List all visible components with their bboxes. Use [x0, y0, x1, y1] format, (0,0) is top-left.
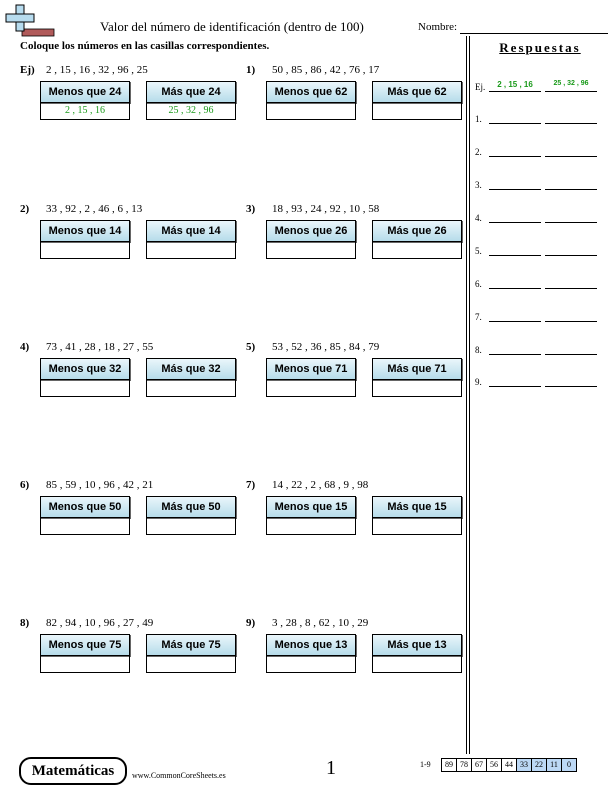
- problem-label: 2): [20, 203, 30, 215]
- more-than-header: Más que 32: [146, 358, 236, 380]
- problem-label: 6): [20, 479, 30, 491]
- answer-less-field[interactable]: [489, 375, 541, 387]
- score-cell: 89: [441, 758, 457, 772]
- problem-label: 7): [246, 479, 256, 491]
- number-list: 85 , 59 , 10 , 96 , 42 , 21: [46, 479, 154, 491]
- answer-row[interactable]: [475, 178, 605, 192]
- problem-label: Ej): [20, 64, 35, 76]
- less-than-answer-field[interactable]: [266, 379, 356, 397]
- score-table: [441, 758, 577, 770]
- number-list: 14 , 22 , 2 , 68 , 9 , 98: [272, 479, 369, 491]
- problem-label: 8): [20, 617, 30, 629]
- answer-row[interactable]: [475, 244, 605, 258]
- less-than-answer-field[interactable]: [40, 241, 130, 259]
- problem-label: 5): [246, 341, 256, 353]
- more-than-answer-field[interactable]: [372, 102, 462, 120]
- problem-label: 3): [246, 203, 256, 215]
- less-than-answer-field[interactable]: [266, 102, 356, 120]
- number-list: 53 , 52 , 36 , 85 , 84 , 79: [272, 341, 380, 353]
- answer-row[interactable]: [475, 375, 605, 389]
- more-than-header: Más que 13: [372, 634, 462, 656]
- less-than-header: Menos que 71: [266, 358, 356, 380]
- less-than-header: Menos que 13: [266, 634, 356, 656]
- more-than-header: Más que 14: [146, 220, 236, 242]
- score-cell: 22: [532, 758, 547, 772]
- answer-label: 8.: [475, 345, 482, 355]
- answer-less-field[interactable]: [489, 310, 541, 322]
- answer-label: Ej.: [475, 82, 486, 92]
- less-than-header: Menos que 75: [40, 634, 130, 656]
- more-than-answer-field[interactable]: [146, 241, 236, 259]
- answer-more-field[interactable]: [545, 178, 597, 190]
- problem-label: 1): [246, 64, 256, 76]
- answer-more-field[interactable]: [545, 310, 597, 322]
- answer-less-field[interactable]: [489, 343, 541, 355]
- score-cell: 78: [457, 758, 472, 772]
- divider: [466, 36, 467, 754]
- problem-label: 4): [20, 341, 30, 353]
- more-than-header: Más que 26: [372, 220, 462, 242]
- problem-label: 9): [246, 617, 256, 629]
- problem: [246, 617, 456, 697]
- answer-row[interactable]: [475, 112, 605, 126]
- problem: [246, 479, 456, 559]
- problem: [20, 479, 230, 559]
- answer-row[interactable]: [475, 310, 605, 324]
- problem: [20, 617, 230, 697]
- more-than-answer-field[interactable]: [372, 655, 462, 673]
- answer-less-field[interactable]: [489, 277, 541, 289]
- more-than-answer-field[interactable]: [146, 655, 236, 673]
- more-than-header: Más que 75: [146, 634, 236, 656]
- more-than-header: Más que 15: [372, 496, 462, 518]
- less-than-header: Menos que 32: [40, 358, 130, 380]
- answer-label: 4.: [475, 213, 482, 223]
- answer-row-example: [475, 80, 605, 94]
- score-cell: 33: [517, 758, 532, 772]
- less-than-answer-field[interactable]: [266, 517, 356, 535]
- more-than-answer-field[interactable]: [372, 379, 462, 397]
- answer-less-field[interactable]: [489, 178, 541, 190]
- page-number: 1: [326, 757, 336, 779]
- answer-row[interactable]: [475, 211, 605, 225]
- more-than-answer-field[interactable]: [146, 517, 236, 535]
- name-label: Nombre:: [418, 21, 458, 33]
- score-range: 1-9: [420, 760, 431, 769]
- number-list: 82 , 94 , 10 , 96 , 27 , 49: [46, 617, 154, 629]
- less-than-header: Menos que 26: [266, 220, 356, 242]
- less-than-answer: 2 , 15 , 16: [40, 102, 130, 120]
- less-than-header: Menos que 24: [40, 81, 130, 103]
- less-than-header: Menos que 14: [40, 220, 130, 242]
- answer-more-field[interactable]: [545, 244, 597, 256]
- more-than-header: Más que 24: [146, 81, 236, 103]
- more-than-answer-field[interactable]: [372, 517, 462, 535]
- answer-more-field[interactable]: [545, 277, 597, 289]
- answer-more-field[interactable]: [545, 343, 597, 355]
- problem: [20, 341, 230, 421]
- plus-logo-icon: [4, 3, 56, 37]
- answer-more-field[interactable]: [545, 112, 597, 124]
- answers-title: Respuestas: [499, 40, 581, 55]
- more-than-header: Más que 50: [146, 496, 236, 518]
- answer-less-field[interactable]: [489, 211, 541, 223]
- answer-more-field[interactable]: [545, 375, 597, 387]
- score-cell: 56: [487, 758, 502, 772]
- answer-less: 2 , 15 , 16: [489, 80, 541, 92]
- problem: [246, 341, 456, 421]
- more-than-answer-field[interactable]: [146, 379, 236, 397]
- name-field[interactable]: [460, 33, 608, 34]
- less-than-answer-field[interactable]: [40, 517, 130, 535]
- less-than-answer-field[interactable]: [40, 655, 130, 673]
- less-than-header: Menos que 62: [266, 81, 356, 103]
- number-list: 50 , 85 , 86 , 42 , 76 , 17: [272, 64, 380, 76]
- answer-more-field[interactable]: [545, 145, 597, 157]
- instructions: Coloque los números en las casillas correspondientes.: [20, 40, 270, 52]
- answer-row[interactable]: [475, 343, 605, 357]
- less-than-header: Menos que 15: [266, 496, 356, 518]
- problem-example: [20, 64, 230, 144]
- answer-label: 2.: [475, 147, 482, 157]
- less-than-answer-field[interactable]: [266, 655, 356, 673]
- number-list: 33 , 92 , 2 , 46 , 6 , 13: [46, 203, 143, 215]
- score-cell: 67: [472, 758, 487, 772]
- more-than-header: Más que 62: [372, 81, 462, 103]
- more-than-header: Más que 71: [372, 358, 462, 380]
- problem: [246, 203, 456, 283]
- score-cell: 11: [547, 758, 562, 772]
- score-cell: 0: [562, 758, 577, 772]
- more-than-answer-field[interactable]: [372, 241, 462, 259]
- problem: [20, 203, 230, 283]
- answer-more-field[interactable]: [545, 211, 597, 223]
- answer-less-field[interactable]: [489, 145, 541, 157]
- answer-label: 9.: [475, 377, 482, 387]
- answer-less-field[interactable]: [489, 112, 541, 124]
- problem: [246, 64, 456, 144]
- page-title: Valor del número de identificación (dentro de 100): [100, 19, 364, 34]
- answer-label: 7.: [475, 312, 482, 322]
- score-cell: 44: [502, 758, 517, 772]
- answer-label: 1.: [475, 114, 482, 124]
- subject-badge: Matemáticas: [19, 757, 127, 785]
- divider: [469, 36, 470, 754]
- number-list: 2 , 15 , 16 , 32 , 96 , 25: [46, 64, 148, 76]
- answer-row[interactable]: [475, 145, 605, 159]
- number-list: 73 , 41 , 28 , 18 , 27 , 55: [46, 341, 154, 353]
- number-list: 3 , 28 , 8 , 62 , 10 , 29: [272, 617, 369, 629]
- less-than-answer-field[interactable]: [40, 379, 130, 397]
- answer-label: 6.: [475, 279, 482, 289]
- answer-label: 5.: [475, 246, 482, 256]
- answer-row[interactable]: [475, 277, 605, 291]
- answer-label: 3.: [475, 180, 482, 190]
- answer-more: 25 , 32 , 96: [545, 80, 597, 92]
- answer-less-field[interactable]: [489, 244, 541, 256]
- more-than-answer: 25 , 32 , 96: [146, 102, 236, 120]
- site-url: www.CommonCoreSheets.es: [132, 771, 226, 780]
- number-list: 18 , 93 , 24 , 92 , 10 , 58: [272, 203, 380, 215]
- less-than-answer-field[interactable]: [266, 241, 356, 259]
- less-than-header: Menos que 50: [40, 496, 130, 518]
